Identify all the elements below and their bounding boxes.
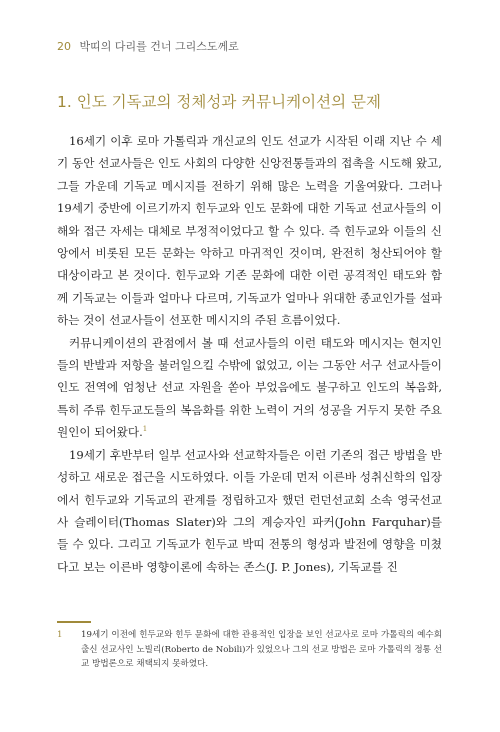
footnote-reference[interactable]: 1 [142,425,148,434]
paragraph-2-text: 커뮤니케이션의 관점에서 볼 때 선교사들의 이런 태도와 메시지는 현지인들의 반발과 저항을 불러일으킬 수밖에 없었고, 이는 그동안 서구 선교사들이 인도 전역에 엄청난 선교 자원을 쏟아 부었음에도 불구하고 인도의 복음화, 특히 주류 힌두교도들의 복음화를 위한 노력이 거의 성공을 거두지 못한 주요 원인이 되어왔다. [57,335,442,440]
page-number: 20 [57,40,71,53]
footnote-text: 19세기 이전에 힌두교와 힌두 문화에 대한 관용적인 입장을 보인 선교사로 로마 가톨릭의 예수회 출신 선교사인 노빌리(Roberto de Nobili)가 있었으나 그의 선교 방법은 로마 가톨릭의 정통 선교 방법론으로 채택되지 못하였다. [81,630,442,669]
footnote-divider [57,621,91,623]
section-title: 1. 인도 기독교의 정체성과 커뮤니케이션의 문제 [57,93,381,111]
body-text [57,130,442,578]
paragraph-3: 19세기 후반부터 일부 선교사와 선교학자들은 이런 기존의 접근 방법을 반성하고 새로운 접근을 시도하였다. 이들 가운데 먼저 이른바 성취신학의 입장에서 힌두교와 기독교의 관계를 정립하고자 했던 런던선교회 소속 영국선교사 슬레이터(Thomas Slater)와 그의 계승자인 파커(John Farquhar)를 들 수 있다. 그리고 기독교가 힌두교 박띠 전통의 형성과 발전에 영향을 미쳤다고 보는 이른바 영향이론에 속하는 존스(J. P. Jones), 기독교를 진 [57,447,442,574]
footnote [57,628,442,672]
book-title: 박띠의 다리를 건너 그리스도께로 [79,40,239,53]
footnote-number: 1 [57,630,63,640]
running-header [57,38,239,54]
paragraph-2 [57,332,442,444]
paragraph-1: 16세기 이후 로마 가톨릭과 개신교의 인도 선교가 시작된 이래 지난 수 세기 동안 선교사들은 인도 사회의 다양한 신앙전통들과의 접촉을 시도해 왔고, 그들 가운데 기독교 메시지를 전하기 위해 많은 노력을 기울여왔다. 그러나 19세기 중반에 이르기까지 힌두교와 인도 문화에 대한 기독교 선교사들의 이해와 접근 자세는 대체로 부정적이었다고 할 수 있다. 즉 힌두교와 이들의 신앙에서 비롯된 모든 문화는 악하고 마귀적인 것이며, 완전히 청산되어야 할 대상이라고 본 것이다. 힌두교와 기존 문화에 대한 이런 공격적인 태도와 함께 기독교는 이들과 얼마나 다르며, 기독교가 얼마나 위대한 종교인가를 설파하는 것이 선교사들이 선포한 메시지의 주된 흐름이었다. [57,134,442,328]
